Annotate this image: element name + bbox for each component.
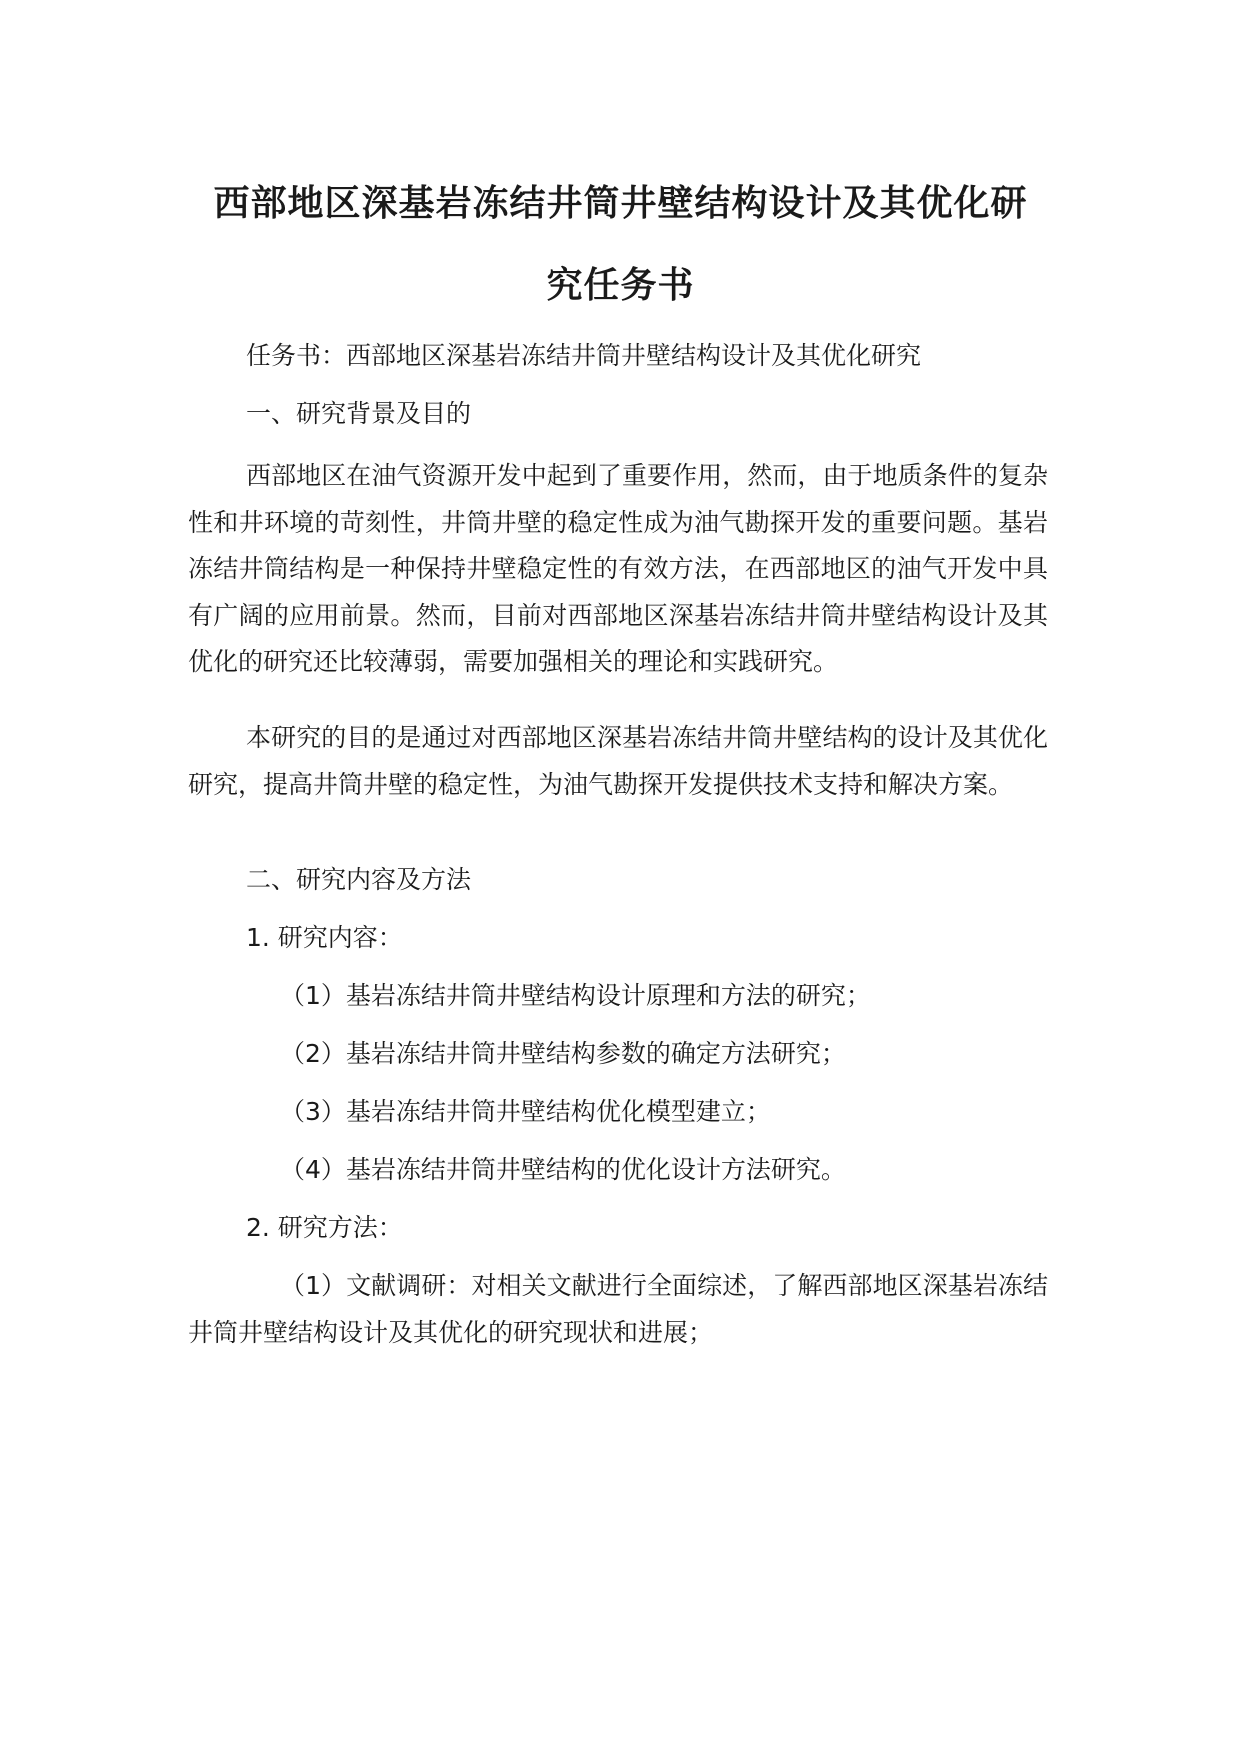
- research-content-item: （4）基岩冻结井筒井壁结构的优化设计方法研究。: [280, 1155, 846, 1184]
- research-method-heading: 2. 研究方法：: [246, 1213, 403, 1242]
- section-1-paragraph-2: 本研究的目的是通过对西部地区深基岩冻结井筒井壁结构的设计及其优化研究，提高井筒井壁的稳定性，为油气勘探开发提供技术支持和解决方案。: [188, 723, 1048, 799]
- research-method-paragraph-1: （1）文献调研：对相关文献进行全面综述，了解西部地区深基岩冻结井筒井壁结构设计及其优化的研究现状和进展；: [188, 1271, 1048, 1347]
- document-title-line-1: 西部地区深基岩冻结井筒井壁结构设计及其优化研: [213, 183, 1028, 224]
- research-content-item: （3）基岩冻结井筒井壁结构优化模型建立；: [280, 1097, 771, 1126]
- research-content-heading: 1. 研究内容：: [246, 923, 403, 952]
- section-1-paragraph-1: 西部地区在油气资源开发中起到了重要作用，然而，由于地质条件的复杂性和井环境的苛刻性，井筒井壁的稳定性成为油气勘探开发的重要问题。基岩冻结井筒结构是一种保持井壁稳定性的有效方法，在西部地区的油气开发中具有广阔的应用前景。然而，目前对西部地区深基岩冻结井筒井壁结构设计及其优化的研究还比较薄弱，需要加强相关的理论和实践研究。: [188, 461, 1048, 676]
- section-1-heading: 一、研究背景及目的: [246, 399, 472, 428]
- intro-line: 任务书：西部地区深基岩冻结井筒井壁结构设计及其优化研究: [246, 341, 922, 370]
- document-title-line-2: 究任务书: [546, 265, 695, 306]
- research-content-item: （2）基岩冻结井筒井壁结构参数的确定方法研究；: [280, 1039, 846, 1068]
- research-content-item: （1）基岩冻结井筒井壁结构设计原理和方法的研究；: [280, 981, 871, 1010]
- section-2-heading: 二、研究内容及方法: [246, 865, 472, 894]
